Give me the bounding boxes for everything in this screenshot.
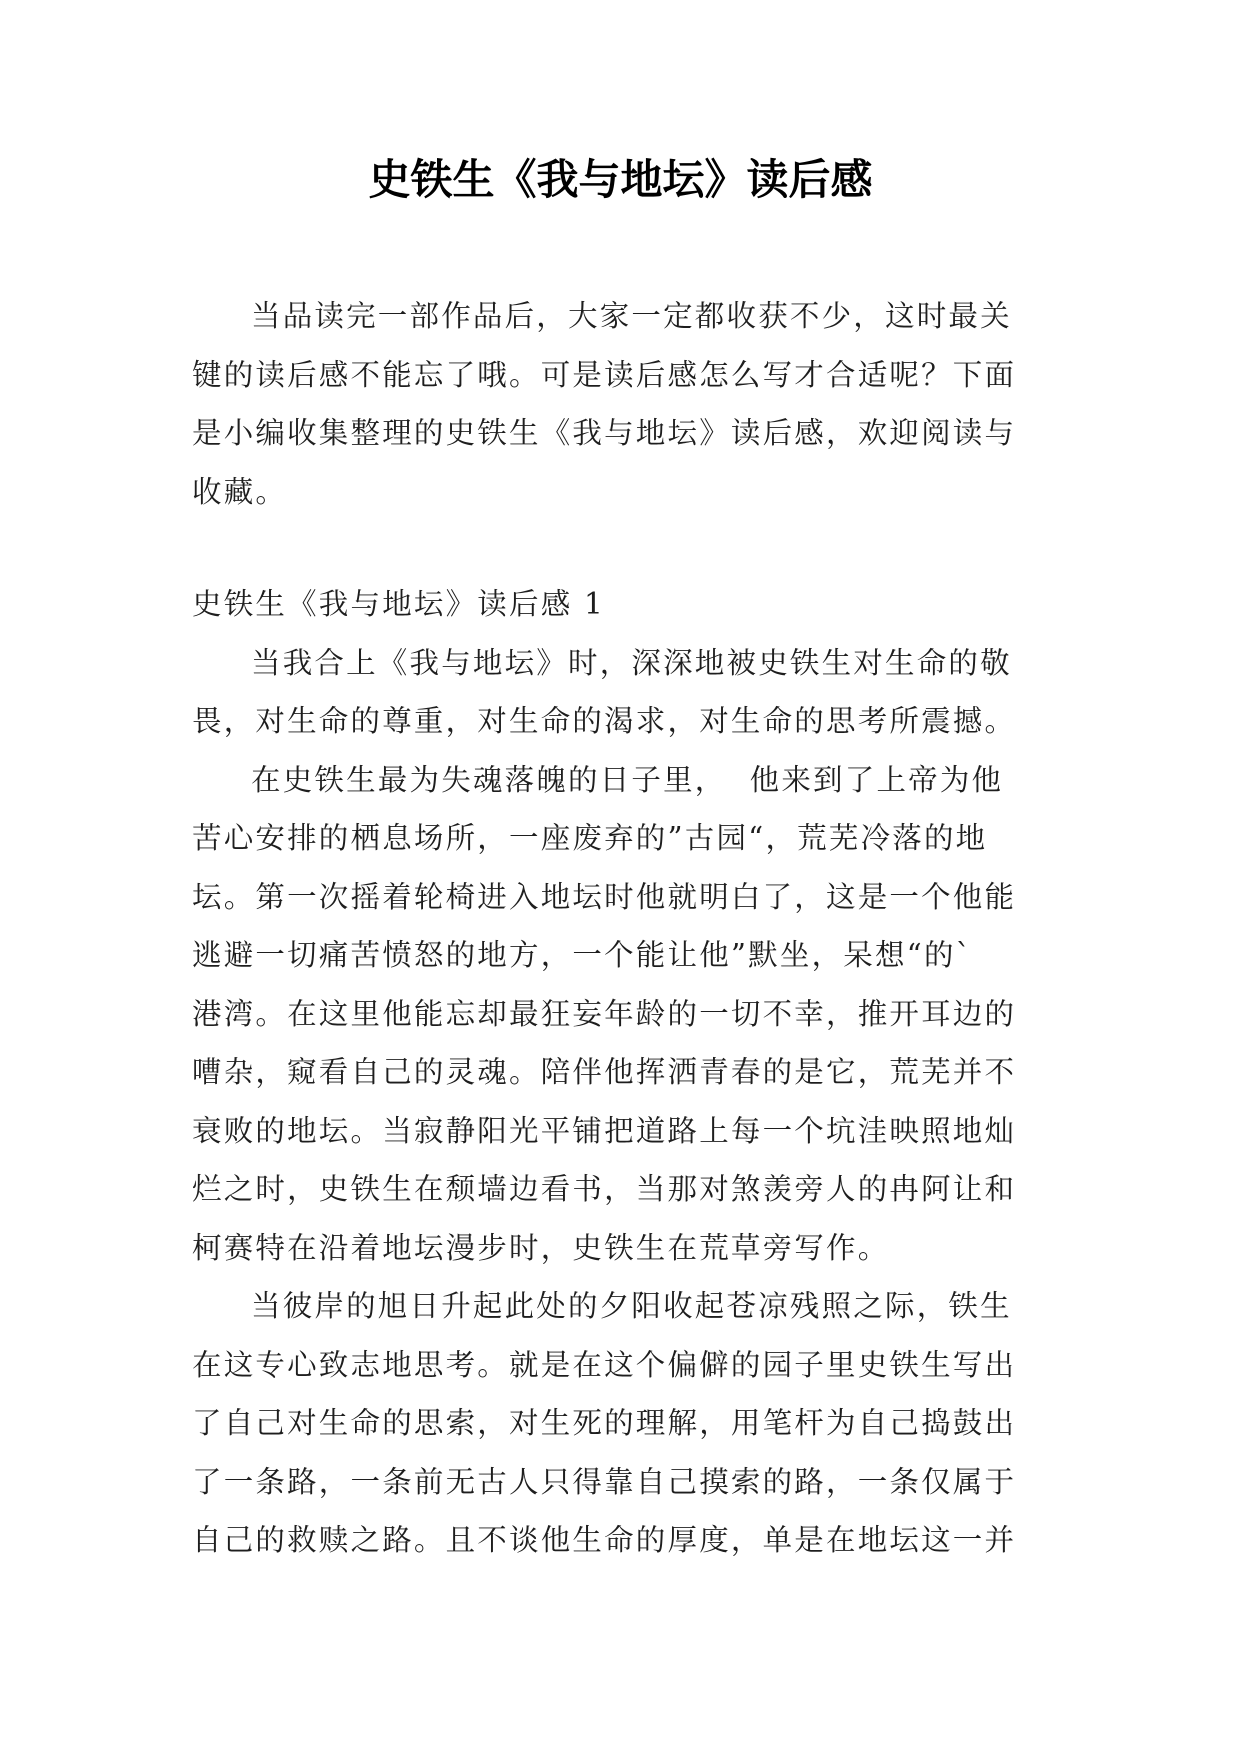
- text-line: 畏，对生命的尊重，对生命的渴求，对生命的思考所震撼。: [192, 704, 1017, 738]
- intro-text: [192, 287, 1052, 521]
- essay-paragraph-2: [192, 751, 1052, 1278]
- text-line: 烂之时，史铁生在颓墙边看书，当那对煞羡旁人的冉阿让和: [192, 1172, 1017, 1206]
- text-line: 是小编收集整理的史铁生《我与地坛》读后感，欢迎阅读与: [192, 416, 1017, 450]
- text-line: 在史铁生最为失魂落魄的日子里， 他来到了上帝为他: [251, 762, 1004, 797]
- text-line: 收藏。: [192, 474, 288, 509]
- text-line: 键的读后感不能忘了哦。可是读后感怎么写才合适呢？下面: [192, 357, 1017, 392]
- essay-section-1: [192, 575, 1052, 1570]
- text-line: 衰败的地坛。当寂静阳光平铺把道路上每一个坑洼映照地灿: [192, 1113, 1017, 1148]
- text-line: 在这专心致志地思考。就是在这个偏僻的园子里史铁生写出: [192, 1347, 1017, 1382]
- essay-paragraph-1: [192, 634, 1052, 751]
- text-line: 了一条路，一条前无古人只得靠自己摸索的路，一条仅属于: [192, 1464, 1017, 1499]
- document-title: 史铁生《我与地坛》读后感: [368, 155, 873, 204]
- text-line: 当品读完一部作品后，大家一定都收获不少，这时最关: [251, 299, 1012, 333]
- intro-paragraph: [192, 287, 1052, 521]
- essay-paragraph-3: [192, 1277, 1052, 1570]
- text-line: 当彼岸的旭日升起此处的夕阳收起苍凉残照之际，铁生: [251, 1289, 1012, 1323]
- text-line: 当我合上《我与地坛》时，深深地被史铁生对生命的敬: [251, 645, 1012, 680]
- text-line: 柯赛特在沿着地坛漫步时，史铁生在荒草旁写作。: [192, 1230, 890, 1265]
- section-heading: 史铁生《我与地坛》读后感 1: [192, 587, 605, 621]
- text-line: 自己的救赎之路。且不谈他生命的厚度，单是在地坛这一并: [192, 1523, 1017, 1557]
- text-line: 逃避一切痛苦愤怒的地方，一个能让他”默坐，呆想“的`: [192, 938, 973, 972]
- text-line: 坛。第一次摇着轮椅进入地坛时他就明白了，这是一个他能: [192, 879, 1017, 914]
- text-line: 嘈杂，窥看自己的灵魂。陪伴他挥洒青春的是它，荒芜并不: [192, 1055, 1017, 1089]
- text-line: 苦心安排的栖息场所，一座废弃的”古园“，荒芜冷落的地: [192, 821, 988, 855]
- text-line: 了自己对生命的思索，对生死的理解，用笔杆为自己捣鼓出: [192, 1406, 1017, 1440]
- text-line: 港湾。在这里他能忘却最狂妄年龄的一切不幸，推开耳边的: [192, 996, 1017, 1031]
